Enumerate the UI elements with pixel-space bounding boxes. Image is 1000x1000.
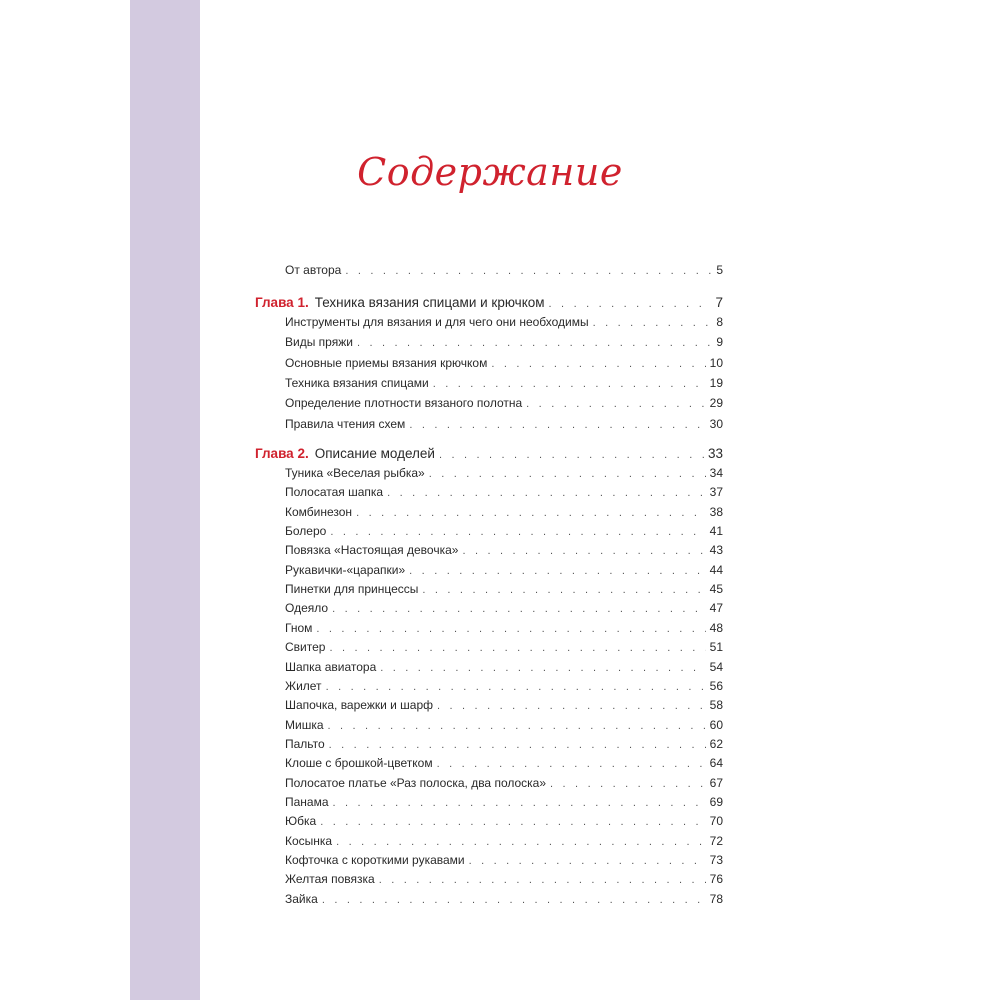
dot-leader — [316, 622, 705, 636]
toc-entry-label: Рукавички-«царапки» — [285, 562, 406, 577]
toc-entry[interactable] — [255, 466, 723, 481]
toc-entry-page: 76 — [709, 872, 723, 887]
toc-entry-label: Жилет — [285, 678, 322, 693]
toc-entry-page: 54 — [709, 659, 723, 674]
dot-leader — [329, 738, 706, 752]
dot-leader — [336, 835, 706, 849]
toc-chapter-2[interactable] — [255, 446, 723, 463]
toc-entry[interactable] — [255, 582, 723, 597]
toc-entry-page: 9 — [716, 335, 723, 350]
toc-entry-label: Пинетки для принцессы — [285, 582, 419, 597]
toc-entry-page: 64 — [709, 756, 723, 771]
dot-leader — [550, 777, 706, 791]
toc-entry[interactable] — [255, 776, 723, 791]
toc-entry[interactable] — [255, 524, 723, 539]
toc-entry-page: 60 — [709, 717, 723, 732]
dot-leader — [320, 815, 705, 829]
toc-entry-page: 38 — [709, 504, 723, 519]
toc-entry[interactable] — [255, 737, 723, 752]
dot-leader — [328, 719, 706, 733]
toc-entry[interactable] — [255, 795, 723, 810]
toc-entry-page: 78 — [709, 891, 723, 906]
toc-entry-page: 7 — [715, 295, 723, 310]
dot-leader — [429, 467, 706, 481]
toc-entry-label: Правила чтения схем — [285, 416, 406, 431]
toc-entry[interactable] — [255, 356, 723, 371]
toc-entry-label: Основные приемы вязания крючком — [285, 355, 488, 370]
toc-entry-page: 56 — [709, 678, 723, 693]
dot-leader — [380, 661, 705, 675]
toc-entry[interactable] — [255, 396, 723, 411]
dot-leader — [409, 564, 705, 578]
toc-entry-page: 62 — [709, 736, 723, 751]
toc-entry-label: Желтая повязка — [285, 872, 375, 887]
toc-entry-label: Туника «Веселая рыбка» — [285, 466, 425, 480]
dot-leader — [387, 486, 706, 500]
toc-entry-label: Шапочка, варежки и шарф — [285, 698, 434, 713]
dot-leader — [379, 873, 706, 887]
toc-entry[interactable] — [255, 814, 723, 829]
toc-entry[interactable] — [255, 872, 723, 887]
toc-entry[interactable] — [255, 315, 723, 330]
toc-entry-page: 34 — [709, 466, 723, 480]
dot-leader — [330, 525, 705, 539]
dot-leader — [333, 796, 706, 810]
dot-leader — [322, 893, 706, 907]
toc-entry[interactable] — [255, 543, 723, 558]
toc-entry-page: 67 — [709, 775, 723, 790]
toc-entry-label: Косынка — [285, 833, 333, 848]
toc-entry[interactable] — [255, 640, 723, 655]
dot-leader — [439, 447, 704, 463]
toc-entry-page: 37 — [709, 485, 723, 500]
toc-entry-label: От автора — [285, 263, 342, 277]
toc-entry[interactable] — [255, 660, 723, 675]
dot-leader — [437, 699, 706, 713]
page-title: Содержание — [357, 150, 623, 194]
toc-entry[interactable] — [255, 417, 723, 432]
toc-entry-page: 58 — [709, 698, 723, 713]
side-color-band — [130, 0, 200, 1000]
toc-entry-label: Полосатая шапка — [285, 485, 384, 500]
toc-entry-label: Зайка — [285, 891, 318, 906]
dot-leader — [356, 506, 706, 520]
dot-leader — [345, 264, 712, 278]
toc-entry-page: 70 — [709, 814, 723, 829]
toc-entry-page: 47 — [709, 601, 723, 616]
toc-entry-label: Виды пряжи — [285, 335, 353, 350]
toc-entry[interactable] — [255, 718, 723, 733]
chapter-title: Техника вязания спицами и крючком — [314, 295, 545, 310]
dot-leader — [491, 357, 705, 371]
dot-leader — [357, 336, 712, 350]
toc-entry[interactable] — [255, 853, 723, 868]
toc-entry-page: 30 — [709, 416, 723, 431]
toc-entry[interactable] — [255, 505, 723, 520]
toc-entry[interactable] — [255, 376, 723, 391]
toc-entry-label: Техника вязания спицами — [285, 375, 429, 390]
chapter-number: Глава 1. — [255, 295, 309, 310]
toc-entry-page: 44 — [709, 562, 723, 577]
toc-entry[interactable] — [255, 679, 723, 694]
toc-entry-label: Гном — [285, 620, 313, 635]
dot-leader — [332, 602, 706, 616]
toc-entry-label: Юбка — [285, 814, 317, 829]
toc-entry-label: Инструменты для вязания и для чего они необходимы — [285, 315, 589, 329]
toc-entry-page: 8 — [716, 315, 723, 329]
toc-entry-page: 69 — [709, 794, 723, 809]
toc-entry[interactable] — [255, 756, 723, 771]
dot-leader — [326, 680, 706, 694]
toc-entry-page: 41 — [709, 524, 723, 539]
chapter-number: Глава 2. — [255, 446, 309, 461]
toc-entry-label: Определение плотности вязаного полотна — [285, 396, 523, 411]
toc-entry-label: Клоше с брошкой-цветком — [285, 756, 433, 771]
dot-leader — [593, 316, 713, 330]
toc-entry[interactable] — [255, 892, 723, 907]
toc-entry-page: 29 — [709, 396, 723, 411]
toc-entry-label: Полосатое платье «Раз полоска, два полоска» — [285, 775, 547, 790]
toc-entry-label: Комбинезон — [285, 504, 353, 519]
toc-entry-page: 73 — [709, 853, 723, 867]
dot-leader — [462, 544, 705, 558]
dot-leader — [409, 418, 705, 432]
toc-entry-label: Шапка авиатора — [285, 659, 377, 674]
toc-entry-label: Свитер — [285, 640, 326, 655]
toc-entry[interactable] — [255, 834, 723, 849]
toc-entry-page: 51 — [709, 640, 723, 655]
chapter-title: Описание моделей — [314, 446, 435, 461]
toc-entry-page: 19 — [709, 375, 723, 390]
toc-entry-label: Повязка «Настоящая девочка» — [285, 543, 459, 558]
toc-entry-page: 5 — [716, 263, 723, 277]
toc-entry[interactable] — [255, 335, 723, 350]
toc-entry-page: 45 — [709, 582, 723, 597]
toc-entry[interactable] — [255, 563, 723, 578]
toc-entry-page: 48 — [709, 620, 723, 635]
dot-leader — [437, 757, 706, 771]
toc-entry-label: Мишка — [285, 717, 324, 732]
toc-entry-label: Пальто — [285, 736, 325, 751]
toc-entry-label: Болеро — [285, 524, 327, 539]
dot-leader — [526, 397, 705, 411]
toc-entry[interactable] — [255, 621, 723, 636]
toc-entry-label: Панама — [285, 794, 329, 809]
toc-entry[interactable] — [255, 698, 723, 713]
toc-entry-label: Одеяло — [285, 601, 329, 616]
toc-entry[interactable] — [255, 485, 723, 500]
dot-leader — [549, 296, 712, 312]
dot-leader — [329, 641, 705, 655]
toc-entry-page: 43 — [709, 543, 723, 558]
toc-entry[interactable] — [255, 601, 723, 616]
toc-entry-intro[interactable] — [255, 263, 723, 278]
dot-leader — [433, 377, 706, 391]
dot-leader — [422, 583, 705, 597]
toc-chapter-1[interactable] — [255, 295, 723, 312]
dot-leader — [469, 854, 706, 868]
toc-entry-page: 33 — [707, 446, 723, 461]
toc-entry-label: Кофточка с короткими рукавами — [285, 853, 465, 867]
toc-entry-page: 72 — [709, 833, 723, 848]
toc-entry-page: 10 — [709, 355, 723, 370]
